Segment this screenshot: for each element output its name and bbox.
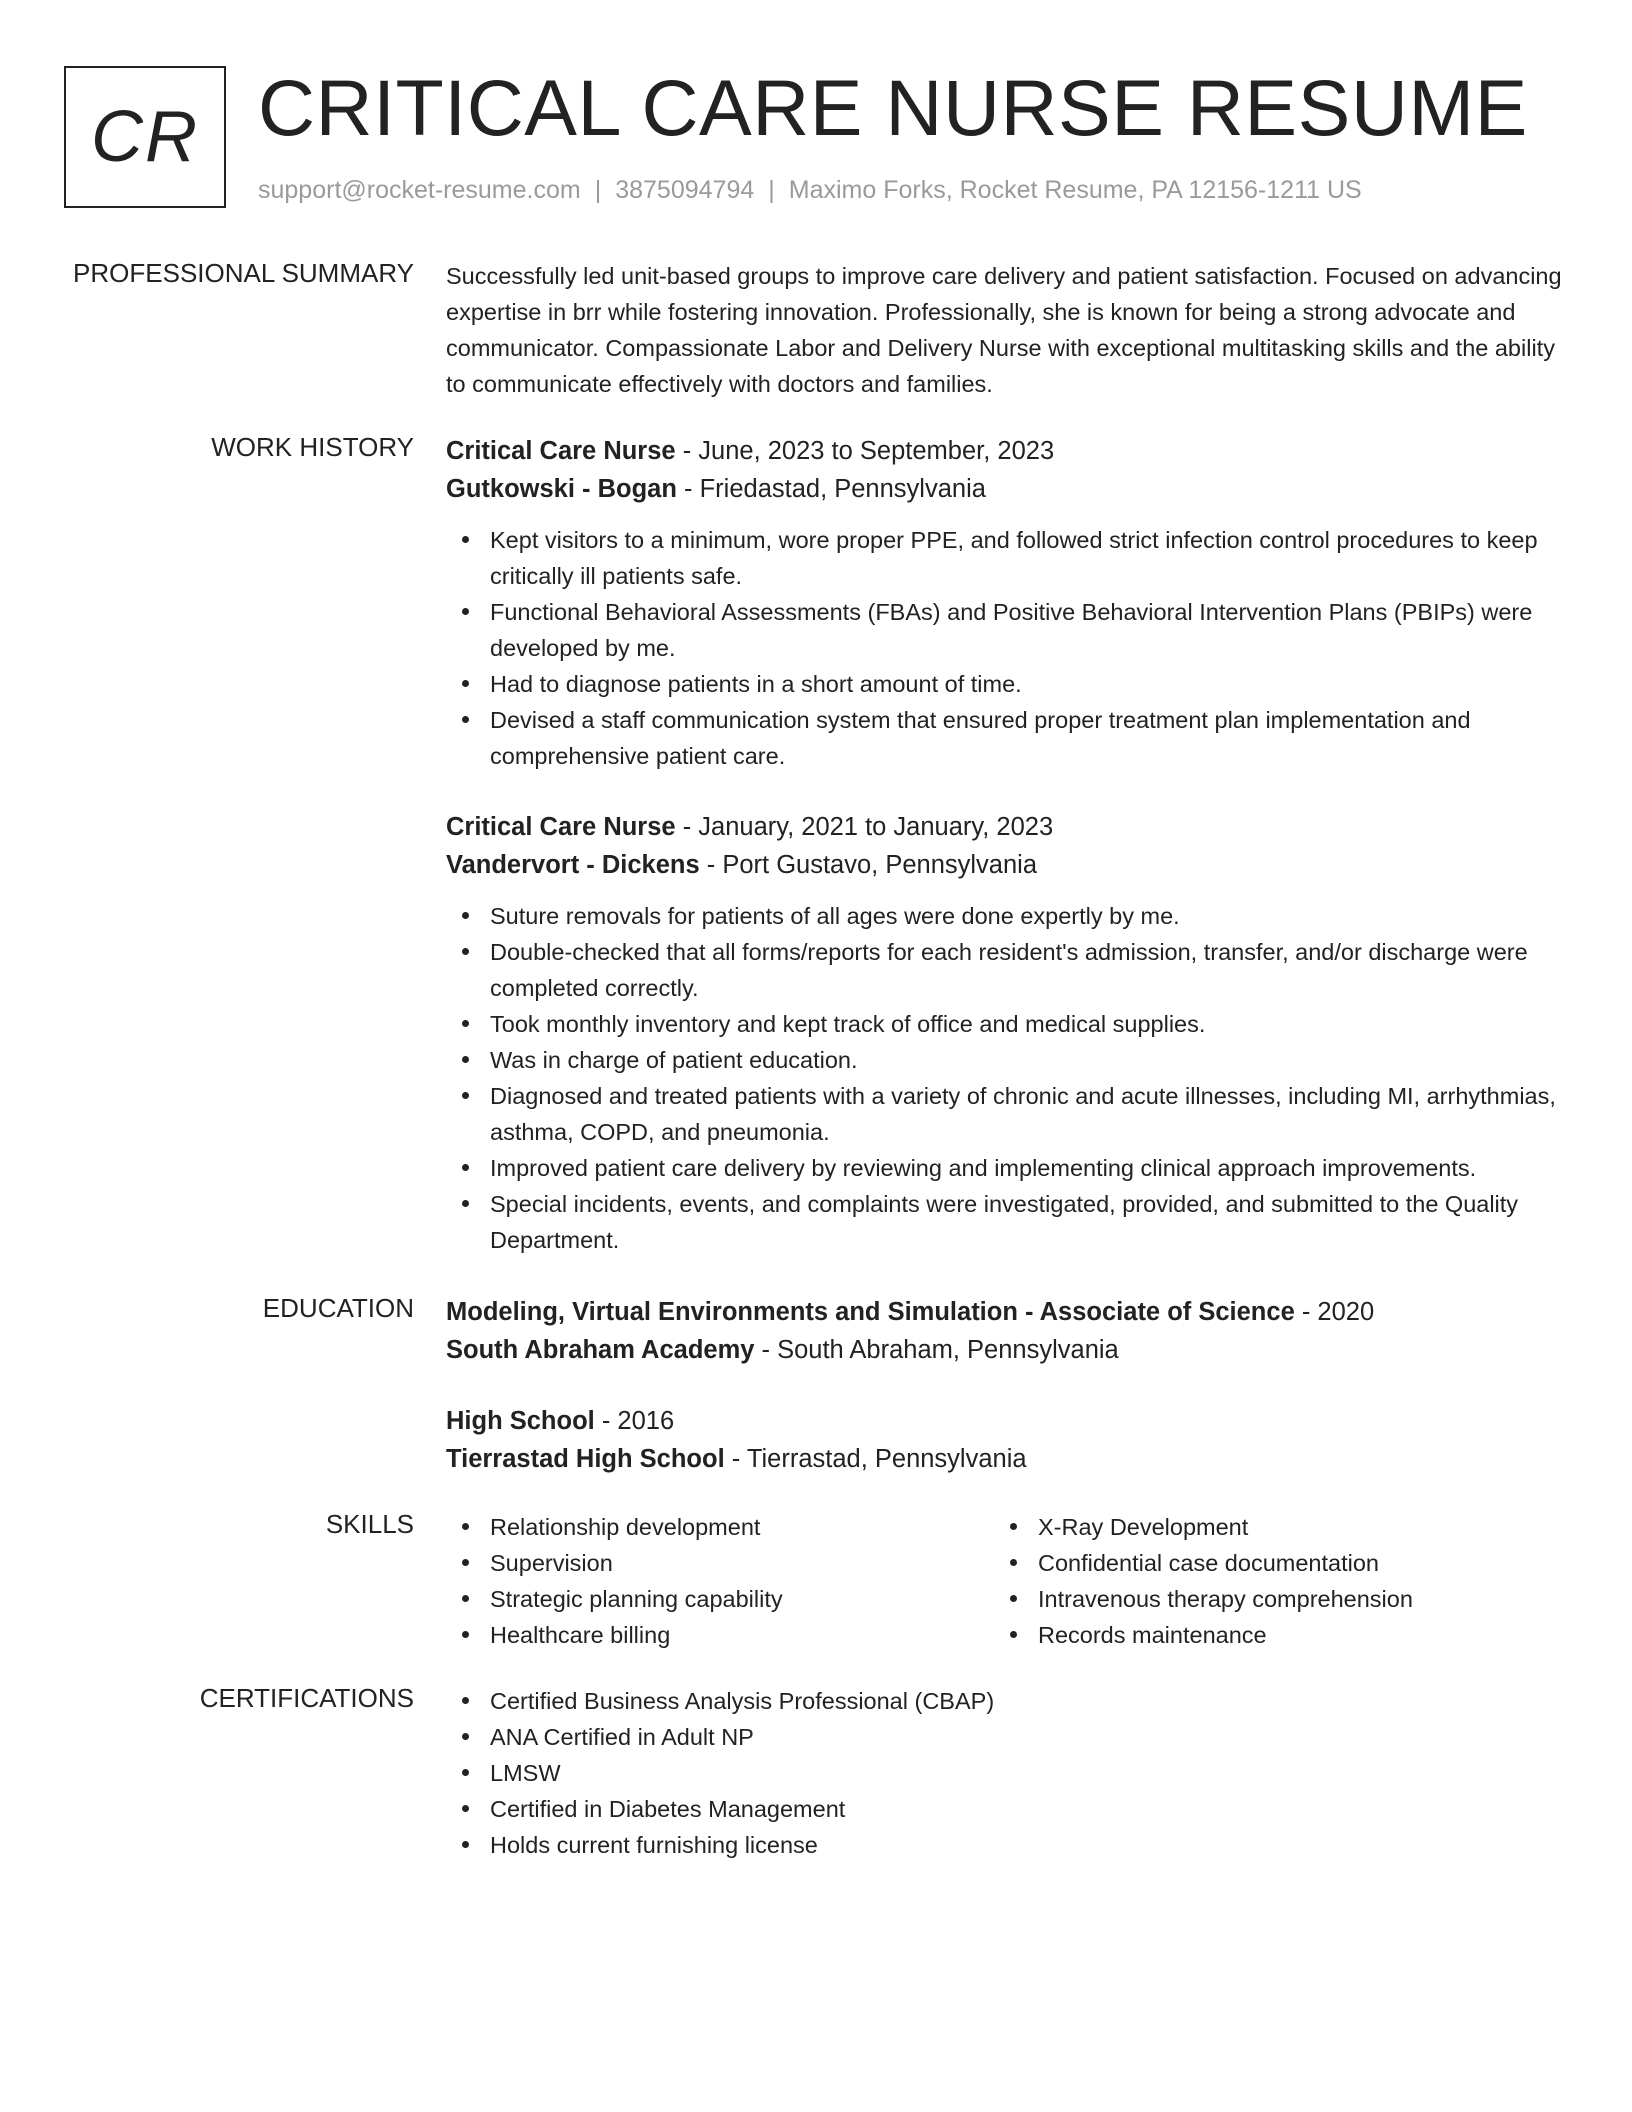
certifications-list <box>446 1683 1566 1863</box>
list-item: Diagnosed and treated patients with a variety of chronic and acute illnesses, including MI, arrhythmias, asthma, COPD, and pneumonia. <box>446 1078 1566 1150</box>
resume-header <box>64 63 1564 210</box>
degree-year: - 2020 <box>1294 1298 1375 1326</box>
list-item: ANA Certified in Adult NP <box>446 1719 1566 1755</box>
degree-line <box>446 1293 1566 1331</box>
contact-phone[interactable]: 3875094794 <box>615 176 755 204</box>
job-bullets <box>446 522 1566 774</box>
list-item: LMSW <box>446 1755 1566 1791</box>
school-line <box>446 1331 1566 1369</box>
contact-email[interactable]: support@rocket-resume.com <box>258 176 581 204</box>
job-company: Gutkowski - Bogan <box>446 475 677 503</box>
education-entry <box>446 1293 1566 1369</box>
list-item: Supervision <box>446 1545 994 1581</box>
job-title-line <box>446 808 1566 846</box>
list-item: Devised a staff communication system that ensured proper treatment plan implementation and comprehensive patient care. <box>446 702 1566 774</box>
list-item: Healthcare billing <box>446 1617 994 1653</box>
list-item: Holds current furnishing license <box>446 1827 1566 1863</box>
school-name: South Abraham Academy <box>446 1336 755 1364</box>
list-item: Confidential case documentation <box>994 1545 1542 1581</box>
contact-line <box>258 176 1362 205</box>
section-label-education: EDUCATION <box>262 1293 414 1323</box>
list-item: Records maintenance <box>994 1617 1542 1653</box>
contact-address: Maximo Forks, Rocket Resume, PA 12156-1211 US <box>788 176 1362 204</box>
section-label-summary: PROFESSIONAL SUMMARY <box>73 258 414 288</box>
monogram-logo <box>64 66 226 208</box>
list-item: Kept visitors to a minimum, wore proper PPE, and followed strict infection control procedures to keep critically ill patients safe. <box>446 522 1566 594</box>
school-line <box>446 1440 1566 1478</box>
contact-separator: | <box>594 176 602 204</box>
school-name: Tierrastad High School <box>446 1445 725 1473</box>
list-item: Certified Business Analysis Professional (CBAP) <box>446 1683 1566 1719</box>
section-label-work-history: WORK HISTORY <box>211 432 414 462</box>
resume-title: CRITICAL CARE NURSE RESUME <box>258 63 1528 152</box>
skills-column-left <box>446 1509 994 1653</box>
degree-line <box>446 1402 1566 1440</box>
list-item: Took monthly inventory and kept track of office and medical supplies. <box>446 1006 1566 1042</box>
list-item: Double-checked that all forms/reports for each resident's admission, transfer, and/or discharge were completed correctly. <box>446 934 1566 1006</box>
list-item: Strategic planning capability <box>446 1581 994 1617</box>
job-title: Critical Care Nurse <box>446 813 676 841</box>
job-company-line <box>446 470 1566 508</box>
list-item: Improved patient care delivery by reviewing and implementing clinical approach improvements. <box>446 1150 1566 1186</box>
contact-separator: | <box>768 176 775 204</box>
job-entry <box>446 432 1566 774</box>
monogram-initials: CR <box>91 97 199 177</box>
job-bullets <box>446 898 1566 1258</box>
school-location: - South Abraham, Pennsylvania <box>754 1336 1119 1364</box>
list-item: X-Ray Development <box>994 1509 1542 1545</box>
list-item: Suture removals for patients of all ages were done expertly by me. <box>446 898 1566 934</box>
job-entry <box>446 808 1566 1258</box>
job-company-line <box>446 846 1566 884</box>
list-item: Was in charge of patient education. <box>446 1042 1566 1078</box>
section-label-skills: SKILLS <box>325 1509 414 1539</box>
list-item: Functional Behavioral Assessments (FBAs) and Positive Behavioral Intervention Plans (PBIPs) were developed by me. <box>446 594 1566 666</box>
job-dates: - June, 2023 to September, 2023 <box>675 437 1055 465</box>
list-item: Relationship development <box>446 1509 994 1545</box>
job-company: Vandervort - Dickens <box>446 851 700 879</box>
degree-name: Modeling, Virtual Environments and Simulation - Associate of Science <box>446 1298 1295 1326</box>
list-item: Certified in Diabetes Management <box>446 1791 1566 1827</box>
job-title-line <box>446 432 1566 470</box>
list-item: Had to diagnose patients in a short amount of time. <box>446 666 1566 702</box>
summary-text: Successfully led unit-based groups to improve care delivery and patient satisfaction. Focused on advancing expertise in brr while fostering innovation. Professionally, she is known for being a strong advocate and communicator. Compassionate Labor and Delivery Nurse with exceptional multitasking skills and the ability to communicate effectively with doctors and families. <box>446 263 1562 397</box>
skills-column-right <box>994 1509 1542 1653</box>
list-item: Intravenous therapy comprehension <box>994 1581 1542 1617</box>
job-location: - Friedastad, Pennsylvania <box>676 475 986 503</box>
degree-name: High School <box>446 1407 595 1435</box>
job-dates: - January, 2021 to January, 2023 <box>675 813 1054 841</box>
education-entry <box>446 1402 1566 1478</box>
skills-grid <box>446 1509 1566 1653</box>
job-title: Critical Care Nurse <box>446 437 676 465</box>
list-item: Special incidents, events, and complaints were investigated, provided, and submitted to the Quality Department. <box>446 1186 1566 1258</box>
school-location: - Tierrastad, Pennsylvania <box>724 1445 1027 1473</box>
job-location: - Port Gustavo, Pennsylvania <box>699 851 1038 879</box>
degree-year: - 2016 <box>594 1407 675 1435</box>
section-label-certifications: CERTIFICATIONS <box>199 1683 414 1713</box>
